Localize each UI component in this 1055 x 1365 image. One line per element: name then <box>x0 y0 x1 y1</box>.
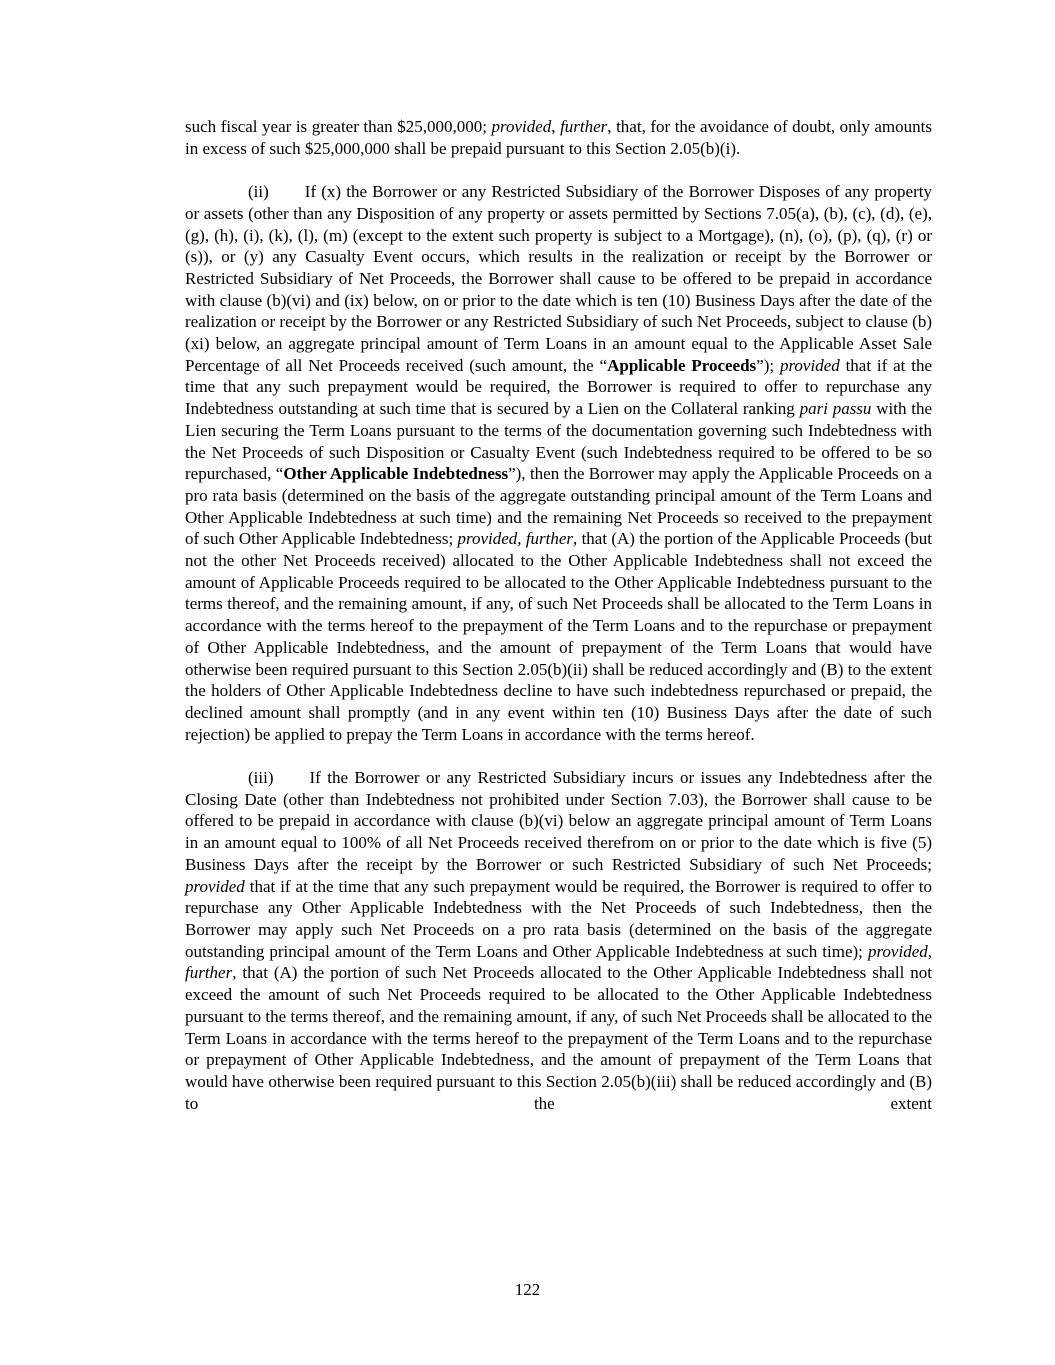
body-text: (ii) <box>248 182 269 202</box>
body-text: such fiscal year is greater than $25,000,000; <box>185 117 492 136</box>
body-text: If the Borrower or any Restricted Subsidiary incurs or issues any Indebtedness after the Closing Date (other than Indebtedness not prohibited under Section 7.03), the Borrower shall cause to be offered to be prepaid in accordance with clause (b)(vi) below an aggregate principal amount of Term Loans in an amount equal to 100% of all Net Proceeds received therefrom on or prior to the date which is five (5) Business Days after the receipt by the Borrower or such Restricted Subsidiary of such Net Proceeds; <box>185 768 932 874</box>
italic-text: provided <box>185 876 245 896</box>
italic-text: pari passu <box>799 399 872 419</box>
body-text: (iii) <box>248 768 274 788</box>
page-footer <box>0 1280 1055 1300</box>
defined-term: Other Applicable Indebtedness <box>283 464 509 484</box>
body-text: ”); <box>756 355 780 375</box>
body-text: with the Lien securing the Term Loans pursuant to the terms of the documentation governing such Indebtedness with the Net Proceeds of such Disposition or Casualty Event (such Indebtedness required to be offered to be so repurchased, “ <box>185 399 932 484</box>
paragraph <box>185 767 932 1114</box>
paragraph <box>185 116 932 159</box>
paragraph <box>185 181 932 745</box>
italic-text: provided, further <box>457 529 574 549</box>
body-text: If (x) the Borrower or any Restricted Subsidiary of the Borrower Disposes of any property or assets (other than any Disposition of any property or assets permitted by Sections 7.05(a), (b), (c), (d), (e), (g), (h), (i), (k), (l), (m) (except to the extent such property is subject to a Mortgage), (n), (o), (p), (q), (r) or (s)), or (y) any Casualty Event occurs, which results in the realization or receipt by the Borrower or Restricted Subsidiary of Net Proceeds, the Borrower shall cause to be offered to be prepaid in accordance with clause (b)(vi) and (ix) below, on or prior to the date which is ten (10) Business Days after the date of the realization or receipt by the Borrower or any Restricted Subsidiary of such Net Proceeds, subject to clause (b)(xi) below, an aggregate principal amount of Term Loans in an amount equal to the Applicable Asset Sale Percentage of all Net Proceeds received (such amount, the “ <box>185 182 932 375</box>
body-text: , that, for the avoidance of doubt, only amounts in excess of such $25,000,000 shall be prepaid pursuant to this Section 2.05(b)(i). <box>185 117 932 158</box>
defined-term: Applicable Proceeds <box>607 355 757 375</box>
italic-text: further <box>560 117 608 136</box>
body-text: that if at the time that any such prepayment would be required, the Borrower is required to offer to repurchase any Indebtedness outstanding at such time that is secured by a Lien on the Collateral ranking <box>185 355 933 419</box>
page-number: 122 <box>514 1280 541 1299</box>
body-text: ”), then the Borrower may apply the Applicable Proceeds on a pro rata basis (determined on the basis of the aggregate outstanding principal amount of the Term Loans and Other Applicable Indebtedness at such time) and the remaining Net Proceeds so received to the prepayment of such Other Applicable Indebtedness; <box>185 464 932 549</box>
body-text: , that (A) the portion of such Net Proceeds allocated to the Other Applicable Indebtedness shall not exceed the amount of such Net Proceeds required to be allocated to the Other Applicable Indebtedness pursuant to the terms thereof, and the remaining amount, if any, of such Net Proceeds shall be allocated to the Term Loans in accordance with the terms hereof to the prepayment of the Term Loans and to the repurchase or prepayment of Other Applicable Indebtedness, and the amount of prepayment of the Term Loans that would have otherwise been required pursuant to this Section 2.05(b)(iii) shall be reduced accordingly and (B) to the extent <box>185 963 932 1113</box>
italic-text: provided, further <box>185 941 932 983</box>
document-body <box>185 116 932 1136</box>
italic-text: provided <box>779 355 840 375</box>
body-text: , <box>551 117 561 136</box>
body-text: , that (A) the portion of the Applicable Proceeds (but not the other Net Proceeds received) allocated to the Other Applicable Indebtedness shall not exceed the amount of Applicable Proceeds required to be allocated to the Other Applicable Indebtedness pursuant to the terms thereof, and the remaining amount, if any, of such Net Proceeds shall be allocated to the Term Loans in accordance with the terms hereof to the prepayment of the Term Loans and to the repurchase or prepayment of Other Applicable Indebtedness, and the amount of prepayment of the Term Loans that would have otherwise been required pursuant to this Section 2.05(b)(ii) shall be reduced accordingly and (B) to the extent the holders of Other Applicable Indebtedness decline to have such indebtedness repurchased or prepaid, the declined amount shall promptly (and in any event within ten (10) Business Days after the date of such rejection) be applied to prepay the Term Loans in accordance with the terms hereof. <box>185 529 932 744</box>
body-text: that if at the time that any such prepayment would be required, the Borrower is required to offer to repurchase any Other Applicable Indebtedness with the Net Proceeds of such Indebtedness, then the Borrower may apply such Net Proceeds on a pro rata basis (determined on the basis of the aggregate outstanding principal amount of the Term Loans and Other Applicable Indebtedness at such time); <box>185 876 932 961</box>
italic-text: provided <box>491 117 552 136</box>
